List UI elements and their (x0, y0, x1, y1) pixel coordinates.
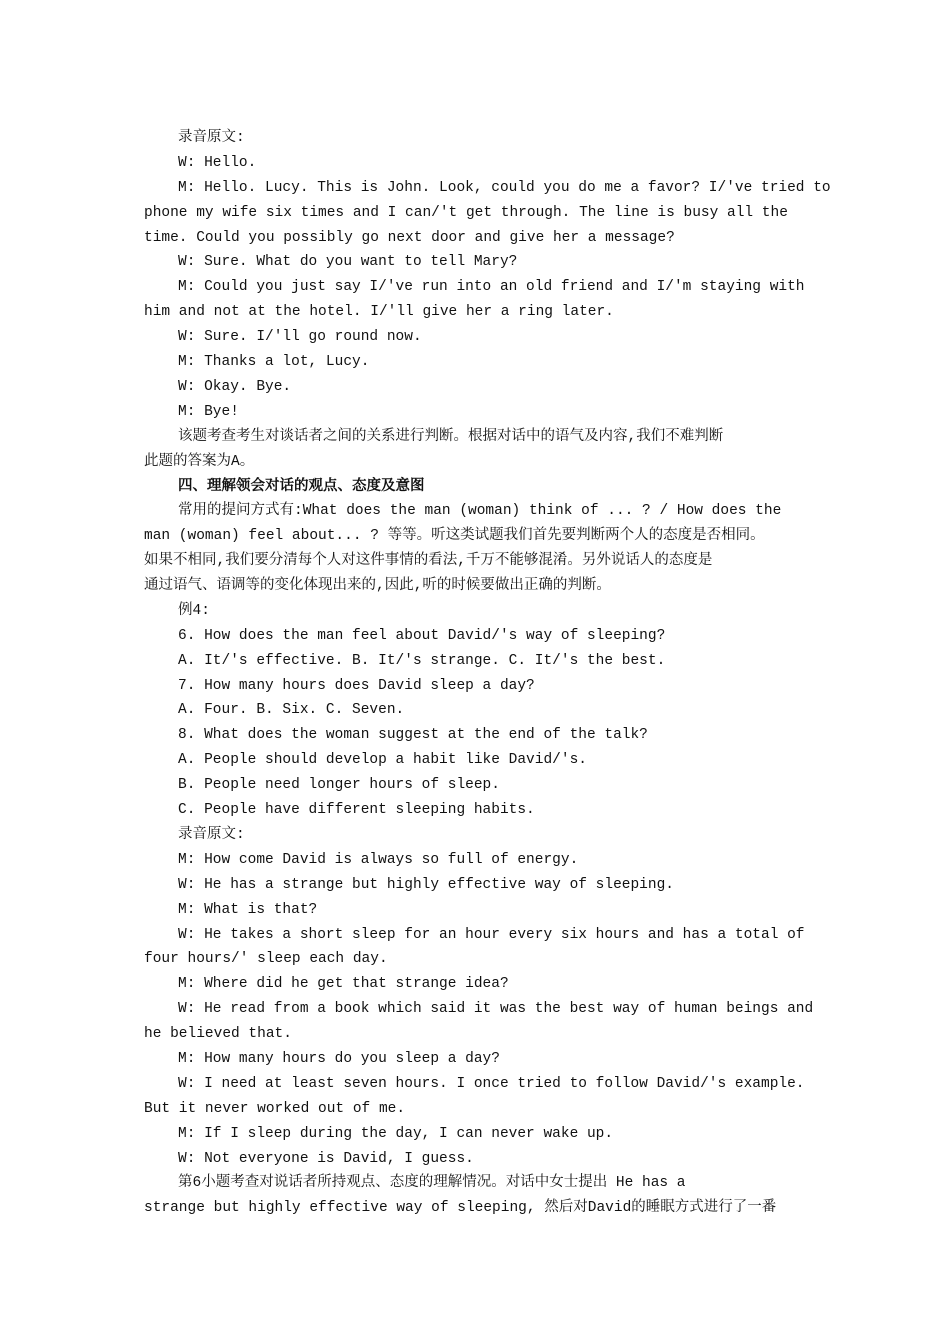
transcript-label: 录音原文: (178, 826, 245, 843)
dialogue-line-continuation: he believed that. (144, 1026, 292, 1043)
dialogue-line: M: Bye! (178, 403, 239, 420)
answer-options: A. Four. B. Six. C. Seven. (178, 702, 405, 719)
question-item: 6. How does the man feel about David/'s way of sleeping? (178, 627, 666, 644)
dialogue-line-continuation: phone my wife six times and I can/'t get through. The line is busy all the (144, 204, 788, 221)
answer-option: C. People have different sleeping habits. (178, 802, 535, 819)
dialogue-line: M: Where did he get that strange idea? (178, 976, 509, 993)
dialogue-line-continuation: four hours/' sleep each day. (144, 951, 388, 968)
transcript-label: 录音原文: (178, 130, 245, 146)
example-label: 例4: (178, 602, 210, 619)
dialogue-line: M: Hello. Lucy. This is John. Look, could you do me a favor? I/'ve tried to (178, 179, 831, 196)
dialogue-line: M: Thanks a lot, Lucy. (178, 354, 370, 371)
question-item: 8. What does the woman suggest at the end of the talk? (178, 727, 648, 744)
section-paragraph: 常用的提问方式有:What does the man (woman) think of ... ? / How does the (178, 503, 782, 520)
answer-option: A. People should develop a habit like David/'s. (178, 752, 587, 769)
dialogue-line: M: What is that? (178, 901, 318, 918)
section-paragraph-continuation: man (woman) feel about... ? 等等。听这类试题我们首先要判断两个人的态度是否相同。 (144, 528, 765, 545)
dialogue-line-continuation: time. Could you possibly go next door and give her a message? (144, 229, 675, 246)
answer-options: A. It/'s effective. B. It/'s strange. C. It/'s the best. (178, 652, 666, 669)
question-item: 7. How many hours does David sleep a day? (178, 677, 535, 694)
dialogue-line: W: Hello. (178, 154, 257, 171)
explanation-paragraph-continuation: strange but highly effective way of sleeping, 然后对David的睡眠方式进行了一番 (144, 1200, 777, 1217)
explanation-paragraph-continuation: 此题的答案为A。 (144, 453, 255, 470)
section-paragraph-continuation: 如果不相同,我们要分清每个人对这件事情的看法,千万不能够混淆。另外说话人的态度是 (144, 553, 713, 570)
dialogue-line: W: Sure. What do you want to tell Mary? (178, 254, 518, 271)
dialogue-line: W: He has a strange but highly effective way of sleeping. (178, 876, 674, 893)
dialogue-line: M: If I sleep during the day, I can never wake up. (178, 1125, 614, 1142)
dialogue-line-continuation: But it never worked out of me. (144, 1100, 406, 1117)
document-page (144, 126, 831, 1221)
dialogue-line: M: How many hours do you sleep a day? (178, 1050, 500, 1067)
dialogue-line: M: Could you just say I/'ve run into an old friend and I/'m staying with (178, 279, 805, 296)
explanation-paragraph: 第6小题考查对说话者所持观点、态度的理解情况。对话中女士提出 He has a (178, 1175, 686, 1192)
explanation-paragraph: 该题考查考生对谈话者之间的关系进行判断。根据对话中的语气及内容,我们不难判断 (178, 428, 724, 445)
dialogue-line: W: He takes a short sleep for an hour every six hours and has a total of (178, 926, 805, 943)
section-heading: 四、理解领会对话的观点、态度及意图 (178, 478, 425, 495)
section-paragraph-continuation: 通过语气、语调等的变化体现出来的,因此,听的时候要做出正确的判断。 (144, 578, 611, 595)
dialogue-line-continuation: him and not at the hotel. I/'ll give her a ring later. (144, 304, 614, 321)
dialogue-line: W: He read from a book which said it was the best way of human beings and (178, 1001, 814, 1018)
answer-option: B. People need longer hours of sleep. (178, 777, 500, 794)
dialogue-line: W: Not everyone is David, I guess. (178, 1150, 474, 1167)
dialogue-line: W: Sure. I/'ll go round now. (178, 329, 422, 346)
dialogue-line: W: I need at least seven hours. I once tried to follow David/'s example. (178, 1075, 805, 1092)
dialogue-line: W: Okay. Bye. (178, 378, 292, 395)
dialogue-line: M: How come David is always so full of energy. (178, 851, 579, 868)
